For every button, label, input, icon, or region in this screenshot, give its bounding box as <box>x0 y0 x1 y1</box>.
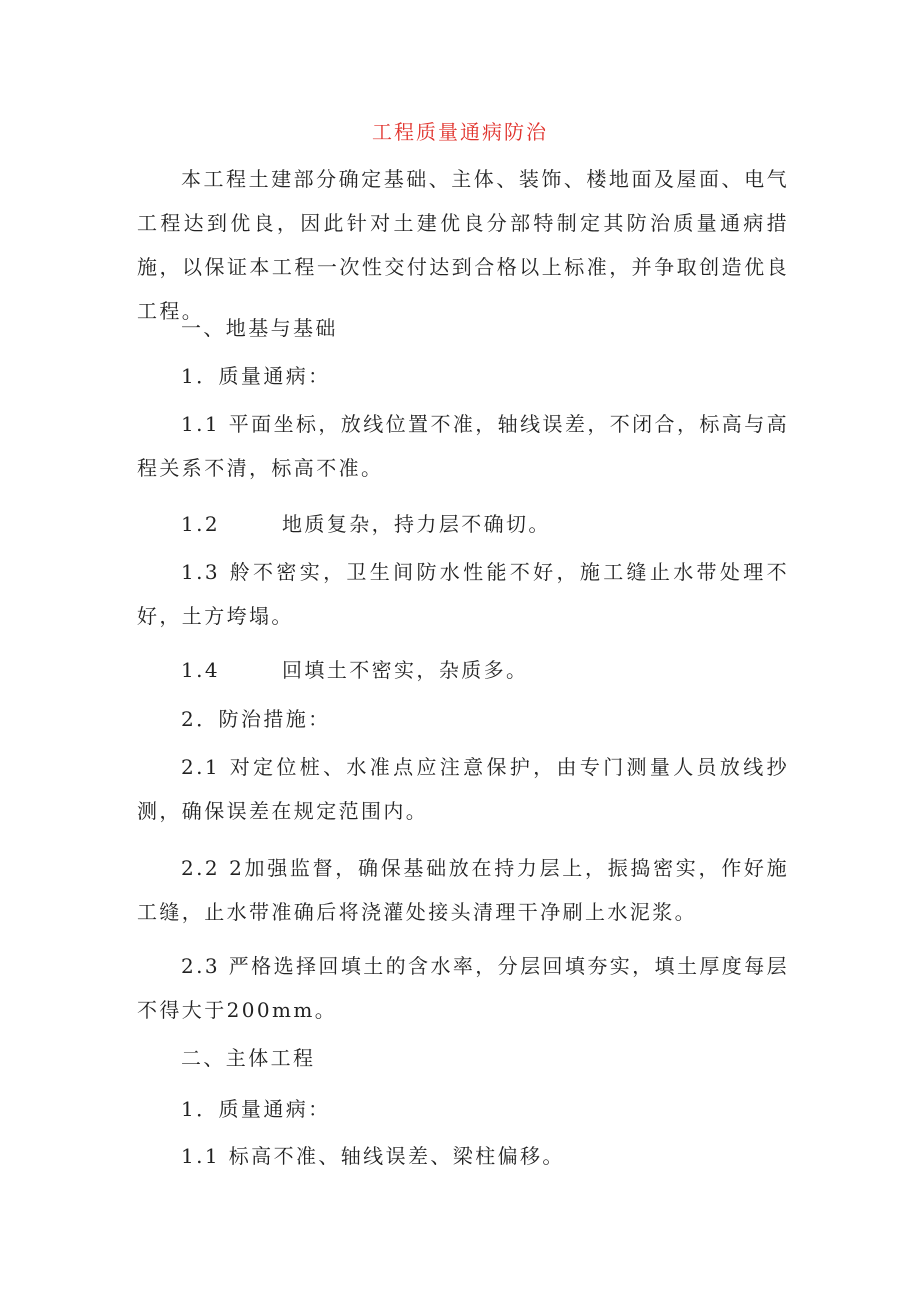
item-1-2-number: 1.2 <box>181 512 221 536</box>
item-1-3: 1.3 舲不密实，卫生间防水性能不好，施工缝止水带处理不好，土方垮塌。 <box>137 560 789 628</box>
item-1-2-text: 地质复杂，持力层不确切。 <box>282 512 551 536</box>
item-2-3: 2.3 严格选择回填土的含水率，分层回填夯实，填土厚度每层不得大于200mm。 <box>137 954 789 1022</box>
page-title: 工程质量通病防治 <box>372 120 548 144</box>
section1-sub1: 1．质量通病： <box>181 364 331 388</box>
item-1-4 <box>181 656 528 684</box>
section2-heading: 二、主体工程 <box>181 1046 316 1070</box>
section1-sub2: 2．防治措施： <box>181 707 331 731</box>
section2-sub1: 1．质量通病： <box>181 1097 331 1121</box>
intro-paragraph: 本工程土建部分确定基础、主体、装饰、楼地面及屋面、电气工程达到优良，因此针对土建优良分部特制定其防治质量通病措施，以保证本工程一次性交付达到合格以上标准，并争取创造优良工程。 <box>137 167 789 323</box>
item-2-2: 2.2 2加强监督，确保基础放在持力层上，振捣密实，作好施工缝，止水带准确后将浇灌处接头清理干净刷上水泥浆。 <box>137 856 789 924</box>
item-1-4-number: 1.4 <box>181 658 221 682</box>
item-1-4-text: 回填土不密实，杂质多。 <box>282 658 529 682</box>
section2-item-1-1: 1.1 标高不准、轴线误差、梁柱偏移。 <box>181 1144 565 1168</box>
item-1-2 <box>181 510 551 538</box>
section1-heading: 一、地基与基础 <box>181 316 338 340</box>
item-1-1: 1.1 平面坐标，放线位置不准，轴线误差，不闭合，标高与高程关系不清，标高不准。 <box>137 412 789 480</box>
item-2-1: 2.1 对定位桩、水准点应注意保护，由专门测量人员放线抄测，确保误差在规定范围内。 <box>137 755 789 823</box>
